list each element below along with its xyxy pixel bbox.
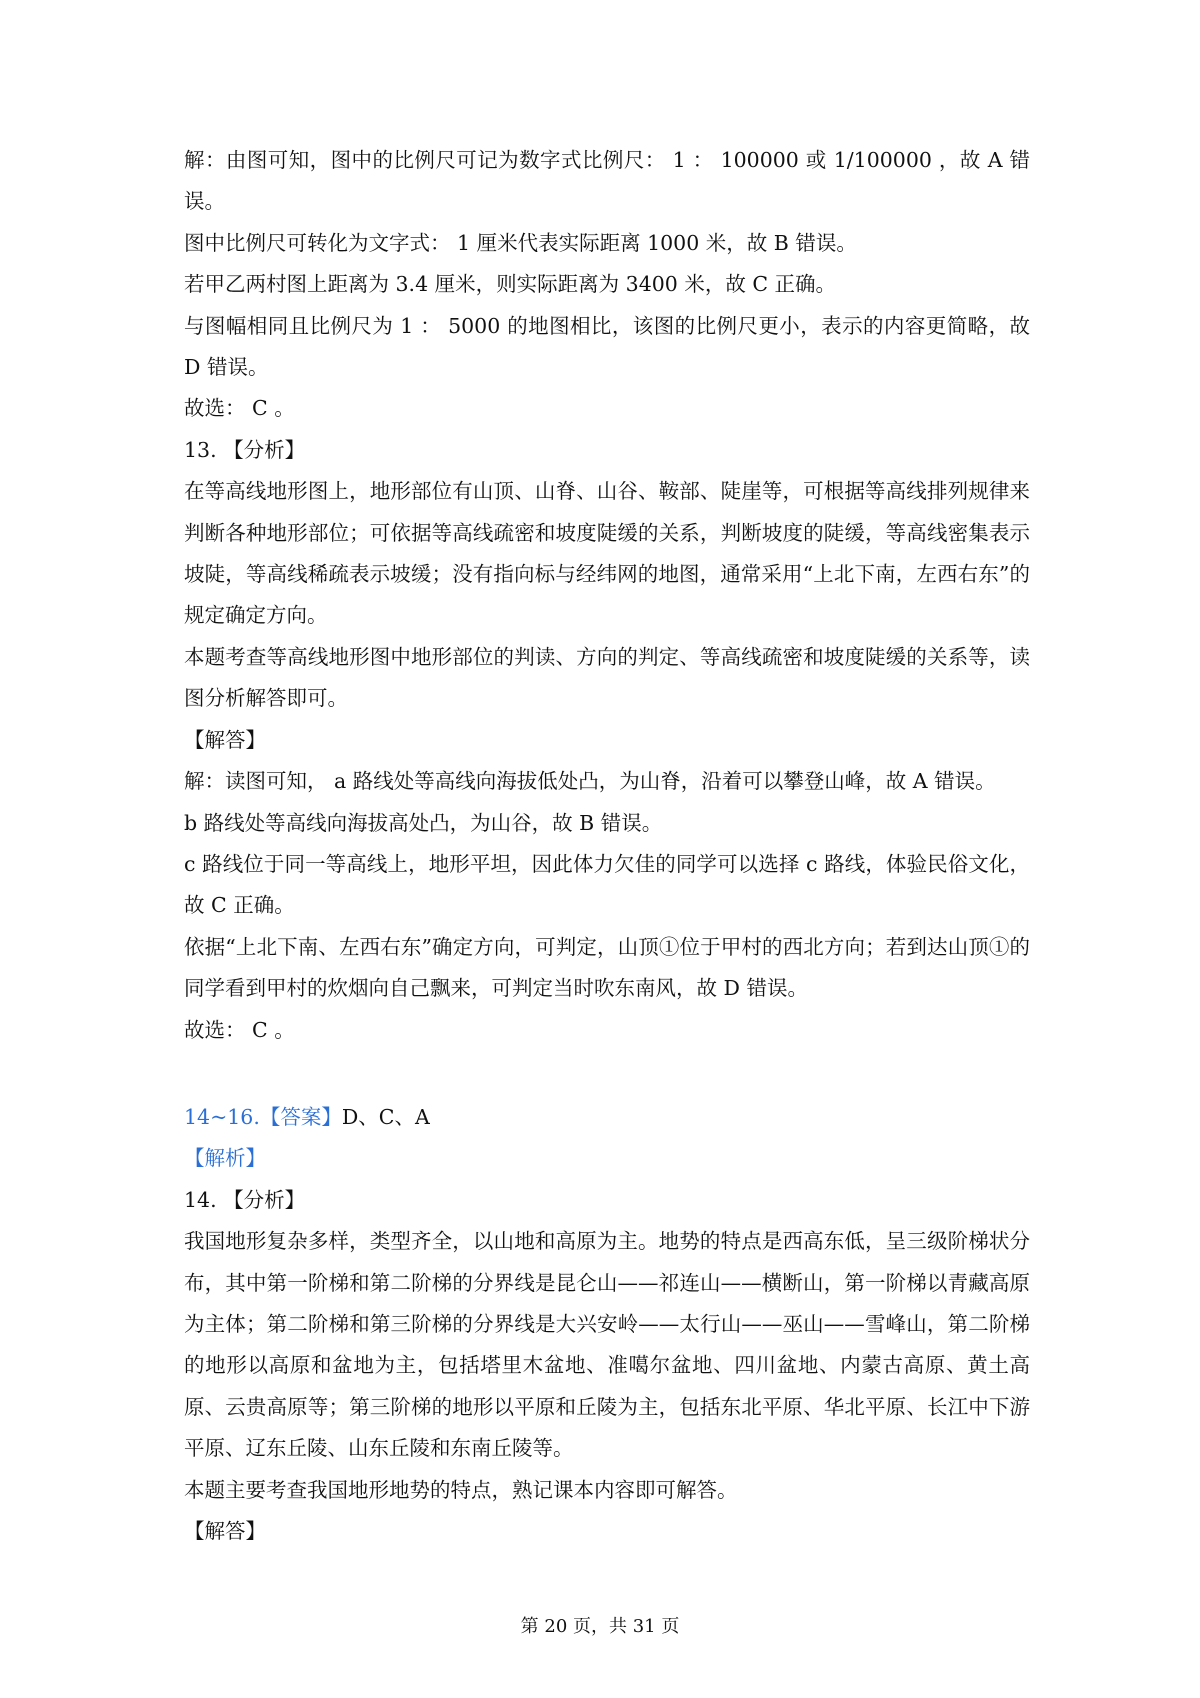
document-body [184,140,1030,1552]
paragraph: 在等高线地形图上，地形部位有山顶、山脊、山谷、鞍部、陡崖等，可根据等高线排列规律来判断各种地形部位；可依据等高线疏密和坡度陡缓的关系，判断坡度的陡缓，等高线密集表示坡陡，等高线稀疏表示坡缓；没有指向标与经纬网的地图，通常采用“上北下南，左西右东”的规定确定方向。 [184,479,1030,628]
section-heading: 【解答】 [184,727,266,752]
paragraph: 本题主要考查我国地形地势的特点，熟记课本内容即可解答。 [184,1477,738,1502]
paragraph: 若甲乙两村图上距离为 3.4 厘米，则实际距离为 3400 米，故 C 正确。 [184,272,837,297]
section-heading: 14. 【分析】 [184,1187,306,1212]
paragraph: 依据“上北下南、左西右东”确定方向，可判定，山顶①位于甲村的西北方向；若到达山顶①的同学看到甲村的炊烟向自己飘来，可判定当时吹东南风，故 D 错误。 [184,934,1030,1001]
answer-label: 【答案】 [259,1104,342,1129]
paragraph: 解：读图可知， a 路线处等高线向海拔低处凸，为山脊，沿着可以攀登山峰，故 A 错误。 [184,769,996,794]
analysis-heading: 【解析】 [184,1146,266,1171]
paragraph: 与图幅相同且比例尺为 1 ： 5000 的地图相比，该图的比例尺更小，表示的内容更简略，故 D 错误。 [184,313,1030,380]
paragraph: 解：由图可知，图中的比例尺可记为数字式比例尺： 1 ： 100000 或 1/100000 ，故 A 错误。 [184,148,1030,214]
paragraph: 本题考查等高线地形图中地形部位的判读、方向的判定、等高线疏密和坡度陡缓的关系等，读图分析解答即可。 [184,644,1030,711]
paragraph: 我国地形复杂多样，类型齐全，以山地和高原为主。地势的特点是西高东低，呈三级阶梯状分布，其中第一阶梯和第二阶梯的分界线是昆仑山——祁连山——横断山，第一阶梯以青藏高原为主体；第二阶梯和第三阶梯的分界线是大兴安岭——太行山——巫山——雪峰山，第二阶梯的地形以高原和盆地为主，包括塔里木盆地、准噶尔盆地、四川盆地、内蒙古高原、黄土高原、云贵高原等；第三阶梯的地形以平原和丘陵为主，包括东北平原、华北平原、长江中下游平原、辽东丘陵、山东丘陵和东南丘陵等。 [184,1229,1030,1461]
paragraph: 故选： C 。 [184,1017,295,1042]
paragraph: c 路线位于同一等高线上，地形平坦，因此体力欠佳的同学可以选择 c 路线，体验民俗文化，故 C 正确。 [184,851,1030,918]
section-heading: 13. 【分析】 [184,437,306,462]
section-heading: 【解答】 [184,1519,266,1543]
answer-heading [184,1097,1030,1138]
paragraph: b 路线处等高线向海拔高处凸，为山谷，故 B 错误。 [184,810,663,835]
paragraph: 故选： C 。 [184,396,295,421]
answer-number: 14~16. [184,1104,260,1129]
answer-value: D、C、A [341,1104,430,1129]
spacer [184,1051,1030,1097]
page-footer: 第 20 页，共 31 页 [520,1616,680,1637]
paragraph: 图中比例尺可转化为文字式： 1 厘米代表实际距离 1000 米，故 B 错误。 [184,230,857,255]
